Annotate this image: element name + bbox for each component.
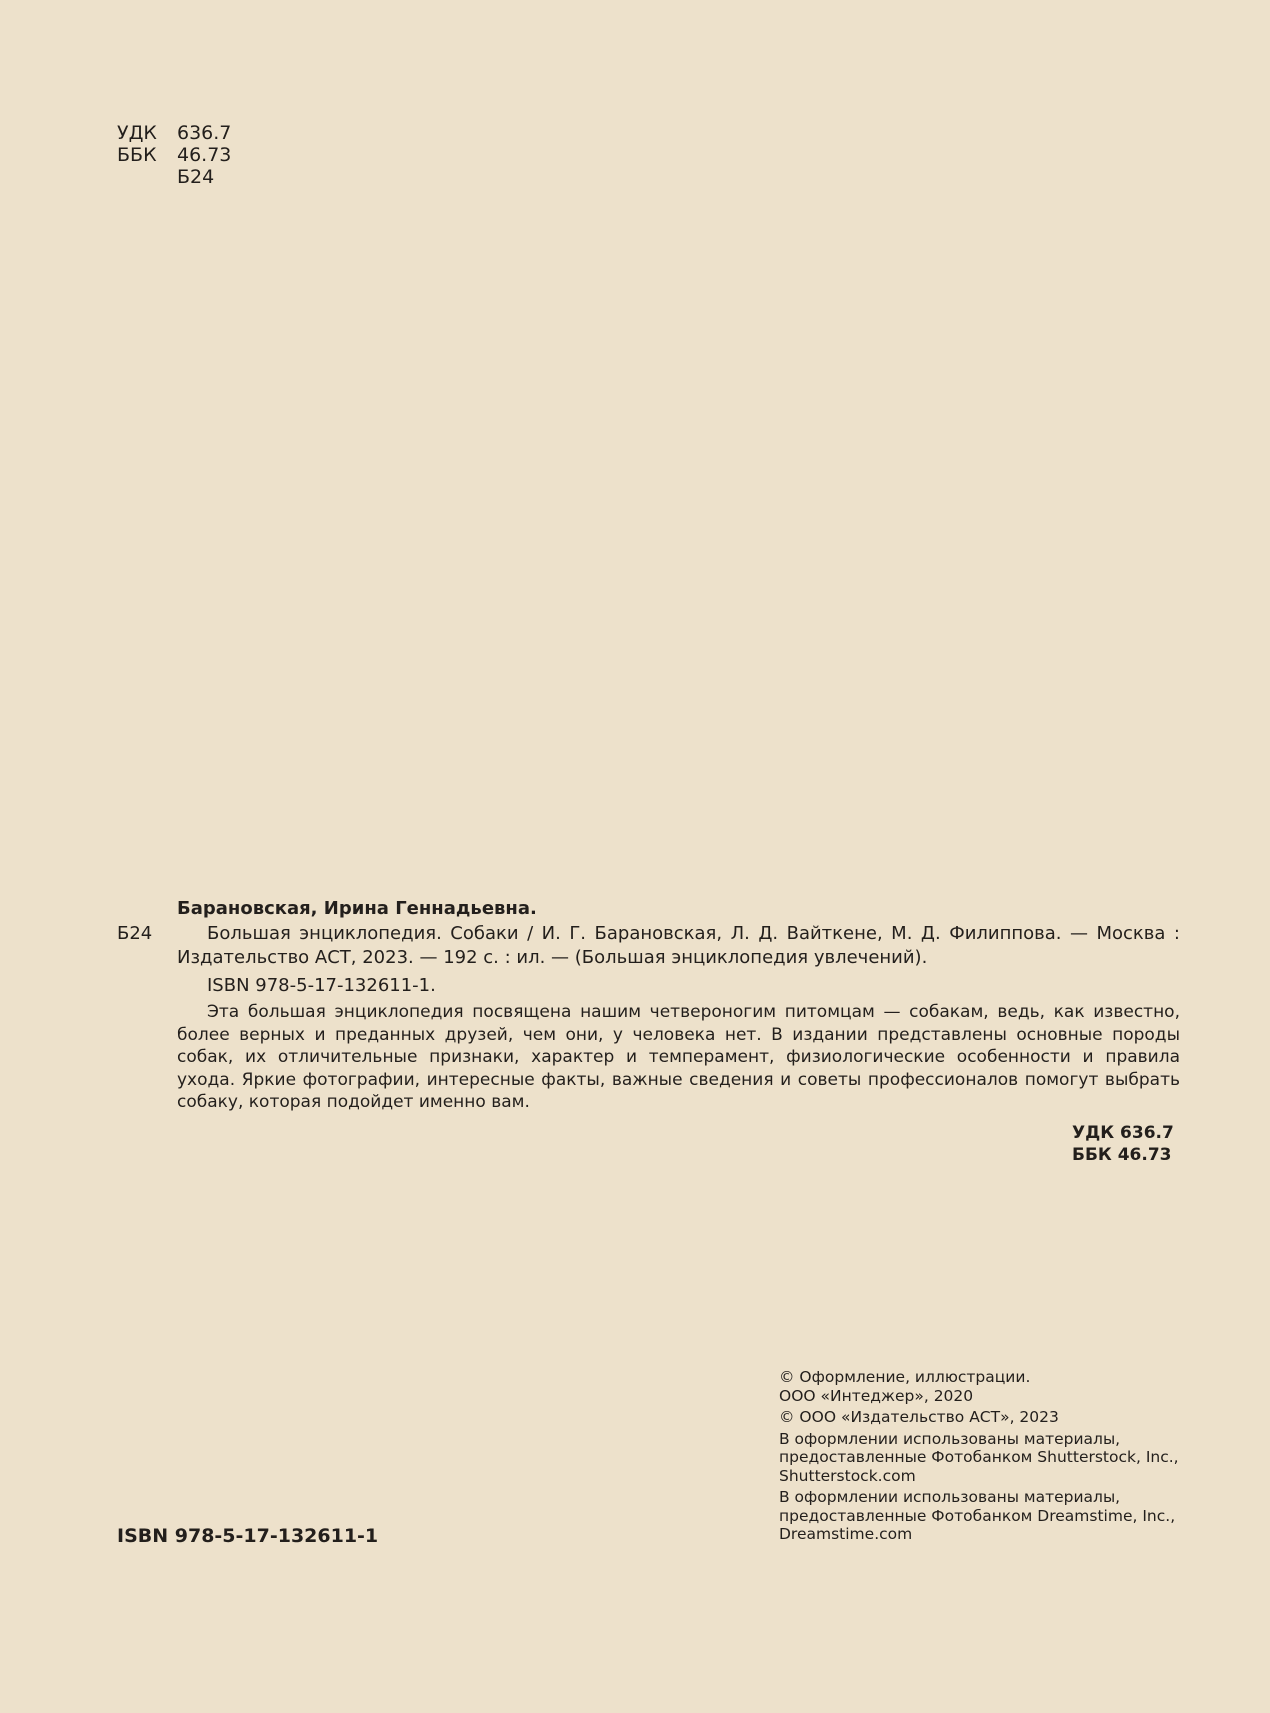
- copyright-line: © ООО «Издательство АСТ», 2023: [779, 1408, 1059, 1426]
- annotation: [177, 1001, 1180, 1114]
- copyright-design: [779, 1368, 1199, 1405]
- classification-codes-right: [1072, 1122, 1174, 1166]
- copyright-line: © Оформление, иллюстрации.: [779, 1368, 1031, 1386]
- bibliographic-description: [177, 922, 1180, 998]
- bbk-value: 46.73: [177, 144, 232, 166]
- bbk-code-right: ББК 46.73: [1072, 1145, 1172, 1165]
- author-sign-label: [117, 166, 177, 188]
- copyright-shutterstock: [779, 1430, 1199, 1486]
- copyright-line: Shutterstock.com: [779, 1466, 916, 1485]
- copyright-line: предоставленные Фотобанком Dreamstime, Inc.,: [779, 1506, 1176, 1525]
- classification-codes-top: [117, 122, 231, 188]
- copyright-dreamstime: [779, 1488, 1199, 1544]
- copyright-publisher: [779, 1408, 1199, 1427]
- author-sign-row: [117, 166, 231, 188]
- copyright-line: предоставленные Фотобанком Shutterstock, Inc.,: [779, 1448, 1179, 1466]
- isbn-bottom: ISBN 978-5-17-132611-1: [117, 1525, 379, 1547]
- annotation-text: Эта большая энциклопедия посвящена нашим четвероногим питомцам — собакам, ведь, как известно, более верных и преданных друзей, чем они, у человека нет. В издании представлены основные породы собак, их отличительные признаки, характер и темперамент, физиологические особенности и правила ухода. Яркие фотографии, интересные факты, важные сведения и советы профессионалов помогут выбрать собаку, которая подойдет именно вам.: [177, 1002, 1180, 1112]
- copyright-block: [779, 1368, 1199, 1547]
- copyright-line: В оформлении использованы материалы,: [779, 1488, 1121, 1506]
- udk-code-right: УДК 636.7: [1072, 1123, 1174, 1143]
- author-heading: Барановская, Ирина Геннадьевна.: [177, 898, 537, 919]
- isbn-entry: ISBN 978-5-17-132611-1.: [207, 975, 436, 996]
- author-sign-value: Б24: [177, 166, 215, 188]
- udk-label: УДК: [117, 122, 157, 144]
- udk-row: [117, 122, 231, 144]
- udk-value: 636.7: [177, 122, 232, 144]
- copyright-line: В оформлении использованы материалы,: [779, 1429, 1121, 1448]
- copyright-line: ООО «Интеджер», 2020: [779, 1386, 974, 1405]
- bbk-label: ББК: [117, 144, 157, 166]
- bibliographic-entry: Большая энциклопедия. Собаки / И. Г. Барановская, Л. Д. Вайткене, М. Д. Филиппова. — Москва : Издательство АСТ, 2023. — 192 с. : ил. — (Большая энциклопедия увлечений).: [177, 923, 1180, 968]
- copyright-line: Dreamstime.com: [779, 1525, 913, 1543]
- bbk-row: [117, 144, 231, 166]
- author-sign-margin: Б24: [117, 923, 153, 944]
